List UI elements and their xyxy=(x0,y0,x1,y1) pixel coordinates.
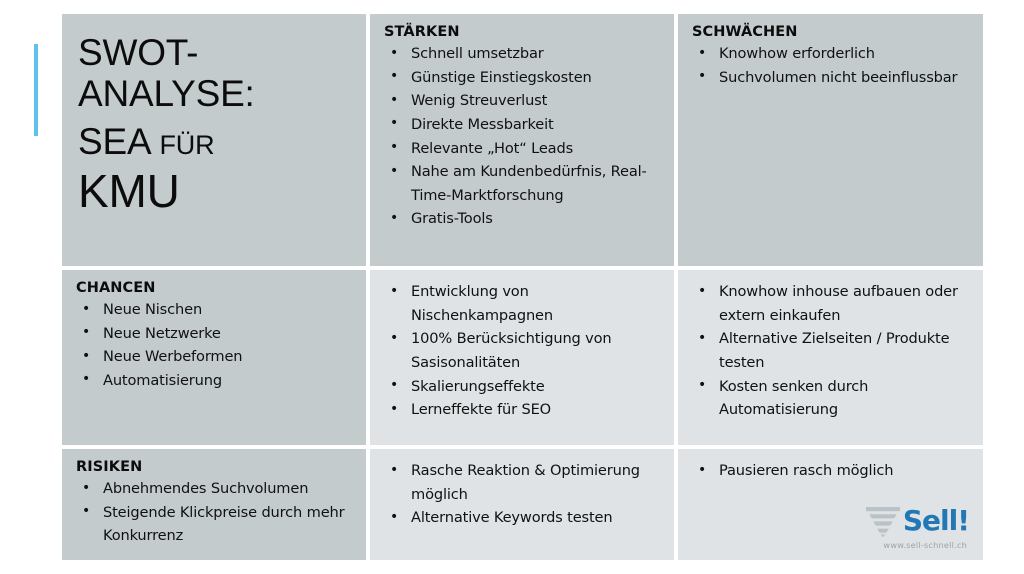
title-line-swot: SWOT- xyxy=(78,32,199,73)
list-item: • Abnehmendes Suchvolumen xyxy=(76,477,352,501)
sell-schnell-logo xyxy=(837,504,969,550)
title-cell xyxy=(62,14,366,266)
risks-list xyxy=(76,477,352,548)
list-item: • Wenig Streuverlust xyxy=(384,89,660,113)
swot-table xyxy=(62,14,975,552)
risk-mitigation-cell xyxy=(678,449,983,560)
opportunities-cell xyxy=(62,270,366,445)
risk-strategies-list xyxy=(384,459,660,530)
risks-heading: RISIKEN xyxy=(76,459,143,475)
list-item: • Knowhow inhouse aufbauen oder extern einkaufen xyxy=(692,280,969,327)
weakness-strategies-cell xyxy=(678,270,983,445)
title-line-analyse: ANALYSE: xyxy=(78,73,255,115)
list-item: • Nahe am Kundenbedürfnis, Real-Time-Marktforschung xyxy=(384,160,660,207)
list-item: • 100% Berücksichtigung von Sasisonalitäten xyxy=(384,327,660,374)
logo-row xyxy=(837,504,969,538)
list-item: • Alternative Keywords testen xyxy=(384,506,660,530)
list-item: • Lerneffekte für SEO xyxy=(384,398,660,422)
logo-url: www.sell-schnell.ch xyxy=(883,540,967,550)
list-item: • Kosten senken durch Automatisierung xyxy=(692,375,969,422)
risk-mitigation-list xyxy=(692,459,969,483)
strengths-cell xyxy=(370,14,674,266)
opportunity-strategies-cell xyxy=(370,270,674,445)
list-item: • Neue Netzwerke xyxy=(76,322,352,346)
list-item: • Suchvolumen nicht beeinflussbar xyxy=(692,66,969,90)
list-item: • Gratis-Tools xyxy=(384,207,660,231)
weakness-strategies-list xyxy=(692,280,969,422)
opportunities-heading: CHANCEN xyxy=(76,280,156,296)
list-item: • Direkte Messbarkeit xyxy=(384,113,660,137)
list-item: • Neue Nischen xyxy=(76,298,352,322)
list-item: • Schnell umsetzbar xyxy=(384,42,660,66)
list-item: • Pausieren rasch möglich xyxy=(692,459,969,483)
logo-wordmark: Sell! xyxy=(902,504,969,537)
title-fuer-word: FÜR xyxy=(159,129,215,160)
risks-cell xyxy=(62,449,366,560)
list-item: • Steigende Klickpreise durch mehr Konkurrenz xyxy=(76,501,352,548)
list-item: • Alternative Zielseiten / Produkte testen xyxy=(692,327,969,374)
risk-strategies-cell xyxy=(370,449,674,560)
funnel-icon xyxy=(865,504,901,538)
left-accent-bar xyxy=(34,44,38,136)
weaknesses-list xyxy=(692,42,969,89)
title-line-kmu: KMU xyxy=(78,165,180,218)
weaknesses-heading: SCHWÄCHEN xyxy=(692,24,798,40)
strengths-list xyxy=(384,42,660,231)
list-item: • Entwicklung von Nischenkampagnen xyxy=(384,280,660,327)
list-item: • Knowhow erforderlich xyxy=(692,42,969,66)
list-item: • Automatisierung xyxy=(76,369,352,393)
list-item: • Neue Werbeformen xyxy=(76,345,352,369)
list-item: • Relevante „Hot“ Leads xyxy=(384,137,660,161)
opportunities-list xyxy=(76,298,352,393)
list-item: • Günstige Einstiegskosten xyxy=(384,66,660,90)
title-sea-word: SEA xyxy=(78,120,150,162)
strengths-heading: STÄRKEN xyxy=(384,24,460,40)
weaknesses-cell xyxy=(678,14,983,266)
list-item: • Rasche Reaktion & Optimierung möglich xyxy=(384,459,660,506)
list-item: • Skalierungseffekte xyxy=(384,375,660,399)
title-line-sea xyxy=(78,121,352,162)
opportunity-strategies-list xyxy=(384,280,660,422)
